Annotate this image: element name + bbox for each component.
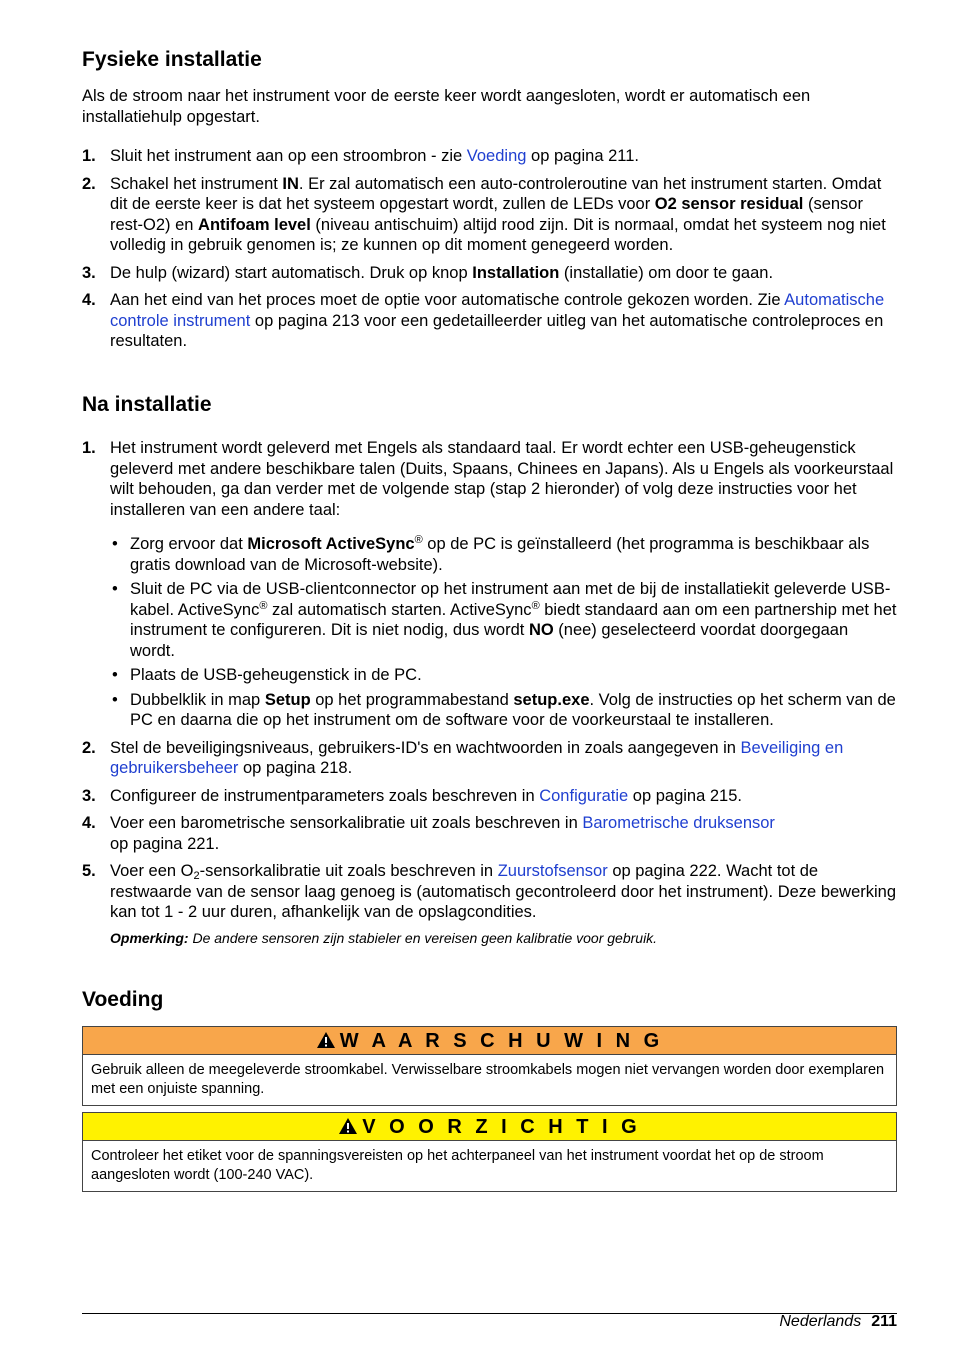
step-text: (installatie) om door te gaan. bbox=[559, 263, 774, 282]
bullet-text: op het programmabestand bbox=[310, 690, 514, 709]
step-number: 2. bbox=[82, 174, 96, 193]
bullet-text: biedt standaard aan om een partnership met het instrument te configureren. Dit is niet nodig, dus wordt bbox=[130, 600, 897, 639]
list-item bbox=[82, 738, 897, 779]
step-text: Configureer de instrumentparameters zoals beschreven in bbox=[110, 786, 540, 805]
list-item bbox=[82, 146, 897, 167]
footer-language: Nederlands bbox=[779, 1313, 862, 1330]
step-number: 1. bbox=[82, 439, 96, 457]
step-text: Stel de beveiligingsniveaus, gebruikers-ID's en wachtwoorden in zoals aangegeven in bbox=[110, 738, 741, 757]
warning-triangle-icon bbox=[316, 1031, 336, 1049]
step-text: Voer een O bbox=[110, 862, 194, 880]
step-text: op pagina 215. bbox=[628, 786, 742, 805]
bullet-text: Plaats de USB-geheugenstick in de PC. bbox=[130, 666, 422, 684]
link-configuratie[interactable]: Configuratie bbox=[539, 786, 629, 805]
install-steps bbox=[82, 146, 897, 359]
footer bbox=[779, 1313, 897, 1331]
warning-text: Gebruik alleen de meegeleverde stroomkabel. Verwisselbare stroomkabels mogen niet vervangen worden door exemplaren met een onjuiste spanning. bbox=[91, 1062, 885, 1097]
step-text: Voer een barometrische sensorkalibratie uit zoals beschreven in bbox=[110, 814, 583, 832]
page-number: 211 bbox=[871, 1313, 897, 1330]
list-item bbox=[82, 786, 897, 807]
caution-header bbox=[83, 1113, 896, 1141]
step-number: 2. bbox=[82, 738, 96, 757]
list-item bbox=[82, 438, 897, 731]
warning-label: W A A R S C H U W I N G bbox=[339, 1030, 664, 1052]
step-text: Schakel het instrument bbox=[110, 174, 283, 193]
registered-mark: ® bbox=[414, 534, 423, 546]
list-item bbox=[82, 174, 897, 256]
bold-term: setup.exe bbox=[513, 690, 590, 709]
bold-term: O2 sensor residual bbox=[654, 195, 804, 213]
step-number: 4. bbox=[82, 291, 96, 309]
step-text: Het instrument wordt geleverd met Engels als standaard taal. Er wordt echter een USB-geheugenstick geleverd met andere beschikbare talen (Duits, Spaans, Chinees en Japans). Als u Engels als voorkeurstaal wilt behouden, ga dan verder met de volgende stap (stap 2 hieronder) of volg deze instructies voor het installeren van een andere taal: bbox=[110, 439, 894, 519]
subscript: 2 bbox=[193, 870, 200, 882]
list-item bbox=[82, 290, 897, 352]
bold-term: NO bbox=[528, 621, 554, 639]
link-voeding[interactable]: Voeding bbox=[466, 147, 527, 165]
step-text: . Er zal automatisch een auto-controleroutine van het instrument starten. Omdat dit de eerste keer is dat het systeem opgestart wordt, zullen de LEDs voor bbox=[110, 174, 882, 213]
bullet-text: (nee) geselecteerd voordat doorgegaan wordt. bbox=[130, 621, 849, 660]
caution-label: V O O R Z I C H T I G bbox=[362, 1116, 641, 1138]
caution-text: Controleer het etiket voor de spanningsvereisten op het achterpaneel van het instrument voordat het op de stroom aangesloten wordt (100-240 VAC). bbox=[91, 1148, 824, 1183]
step-text: op pagina 218. bbox=[238, 759, 353, 777]
list-item bbox=[82, 813, 897, 854]
bullet-dot: • bbox=[112, 666, 118, 684]
step-text: op pagina 211. bbox=[526, 147, 639, 165]
link-zuurstofsensor[interactable]: Zuurstofsensor bbox=[497, 862, 608, 880]
bullet-dot: • bbox=[112, 690, 118, 709]
note-label: Opmerking: bbox=[110, 929, 189, 946]
step-text: (sensor rest-O2) en bbox=[110, 195, 863, 234]
bullet-text: zal automatisch starten. ActiveSync bbox=[267, 600, 532, 619]
step-text: Sluit het instrument aan op een stroombron - zie bbox=[110, 147, 467, 165]
bold-term: IN bbox=[282, 174, 299, 193]
heading-na-installatie: Na installatie bbox=[82, 393, 212, 416]
warning-box bbox=[82, 1026, 897, 1106]
note-text: De andere sensoren zijn stabieler en vereisen geen kalibratie voor gebruik. bbox=[188, 929, 658, 946]
step-text: De hulp (wizard) start automatisch. Druk op knop bbox=[110, 263, 473, 282]
bullet-text: Zorg ervoor dat bbox=[130, 535, 248, 553]
registered-mark: ® bbox=[259, 599, 268, 612]
bullet-dot: • bbox=[112, 535, 118, 553]
bold-term: Installation bbox=[472, 263, 560, 282]
step-text: Aan het eind van het proces moet de optie voor automatische controle gekozen worden. Zie bbox=[110, 291, 785, 309]
link-automatische-controle[interactable]: Automatische controle instrument bbox=[110, 291, 885, 330]
step-text: op pagina 222. Wacht tot de restwaarde van de sensor laag genoeg is (automatisch gecontroleerd door het instrument). Deze bewerking kan tot 1 - 2 uur duren, afhankelijk van de opslagcondities. bbox=[110, 862, 897, 921]
heading-voeding: Voeding bbox=[82, 988, 164, 1011]
step-number: 3. bbox=[82, 786, 96, 805]
bullet-item bbox=[82, 579, 897, 661]
bullet-dot: • bbox=[112, 580, 118, 598]
step-text: (niveau antischuim) altijd rood zijn. Dit is normaal, omdat het systeem nog niet volledig in gebruik genomen is; ze kunnen op dit moment genegeerd worden. bbox=[110, 215, 886, 254]
step-text: op pagina 213 voor een gedetailleerder uitleg van het automatische controleproces en resultaten. bbox=[110, 311, 884, 350]
step-number: 3. bbox=[82, 263, 96, 282]
bullet-item bbox=[82, 665, 897, 686]
bullet-item bbox=[82, 534, 897, 575]
bullet-item bbox=[82, 690, 897, 731]
bullet-text: Sluit de PC via de USB-clientconnector op het instrument aan met de bij de installatiekit geleverde USB-kabel. ActiveSync bbox=[130, 580, 891, 619]
step-number: 4. bbox=[82, 814, 96, 832]
step-number: 1. bbox=[82, 147, 96, 165]
bullet-text: . Volg de instructies op het scherm van de PC en daarna die op het instrument om de software voor de voorkeurstaal te installeren. bbox=[130, 690, 896, 729]
step-number: 5. bbox=[82, 862, 96, 880]
list-item bbox=[82, 861, 897, 923]
bold-term: Setup bbox=[264, 690, 311, 709]
bullet-text: op de PC is geïnstalleerd (het programma is beschikbaar als gratis download van de Microsoft-website). bbox=[130, 535, 870, 574]
step-text: -sensorkalibratie uit zoals beschreven in bbox=[199, 862, 498, 880]
heading-fysieke-installatie: Fysieke installatie bbox=[82, 48, 262, 71]
bullet-text: Dubbelklik in map bbox=[130, 690, 265, 709]
footer-divider bbox=[82, 1313, 897, 1314]
note bbox=[82, 930, 897, 946]
bold-term: Antifoam level bbox=[198, 215, 311, 234]
link-barometrische-druksensor[interactable]: Barometrische druksensor bbox=[582, 814, 775, 832]
list-item bbox=[82, 263, 897, 284]
link-beveiliging[interactable]: Beveiliging en gebruikersbeheer bbox=[110, 738, 844, 777]
intro-paragraph bbox=[82, 86, 897, 127]
registered-mark: ® bbox=[531, 599, 540, 612]
warning-header bbox=[83, 1027, 896, 1055]
na-install-steps bbox=[82, 438, 897, 946]
caution-box bbox=[82, 1112, 897, 1192]
intro-text: Als de stroom naar het instrument voor de eerste keer wordt aangesloten, wordt er automatisch een installatiehulp opgestart. bbox=[82, 87, 811, 126]
warning-triangle-icon bbox=[338, 1117, 358, 1135]
bold-term: Microsoft ActiveSync bbox=[247, 535, 415, 553]
step-text: op pagina 221. bbox=[110, 834, 220, 853]
